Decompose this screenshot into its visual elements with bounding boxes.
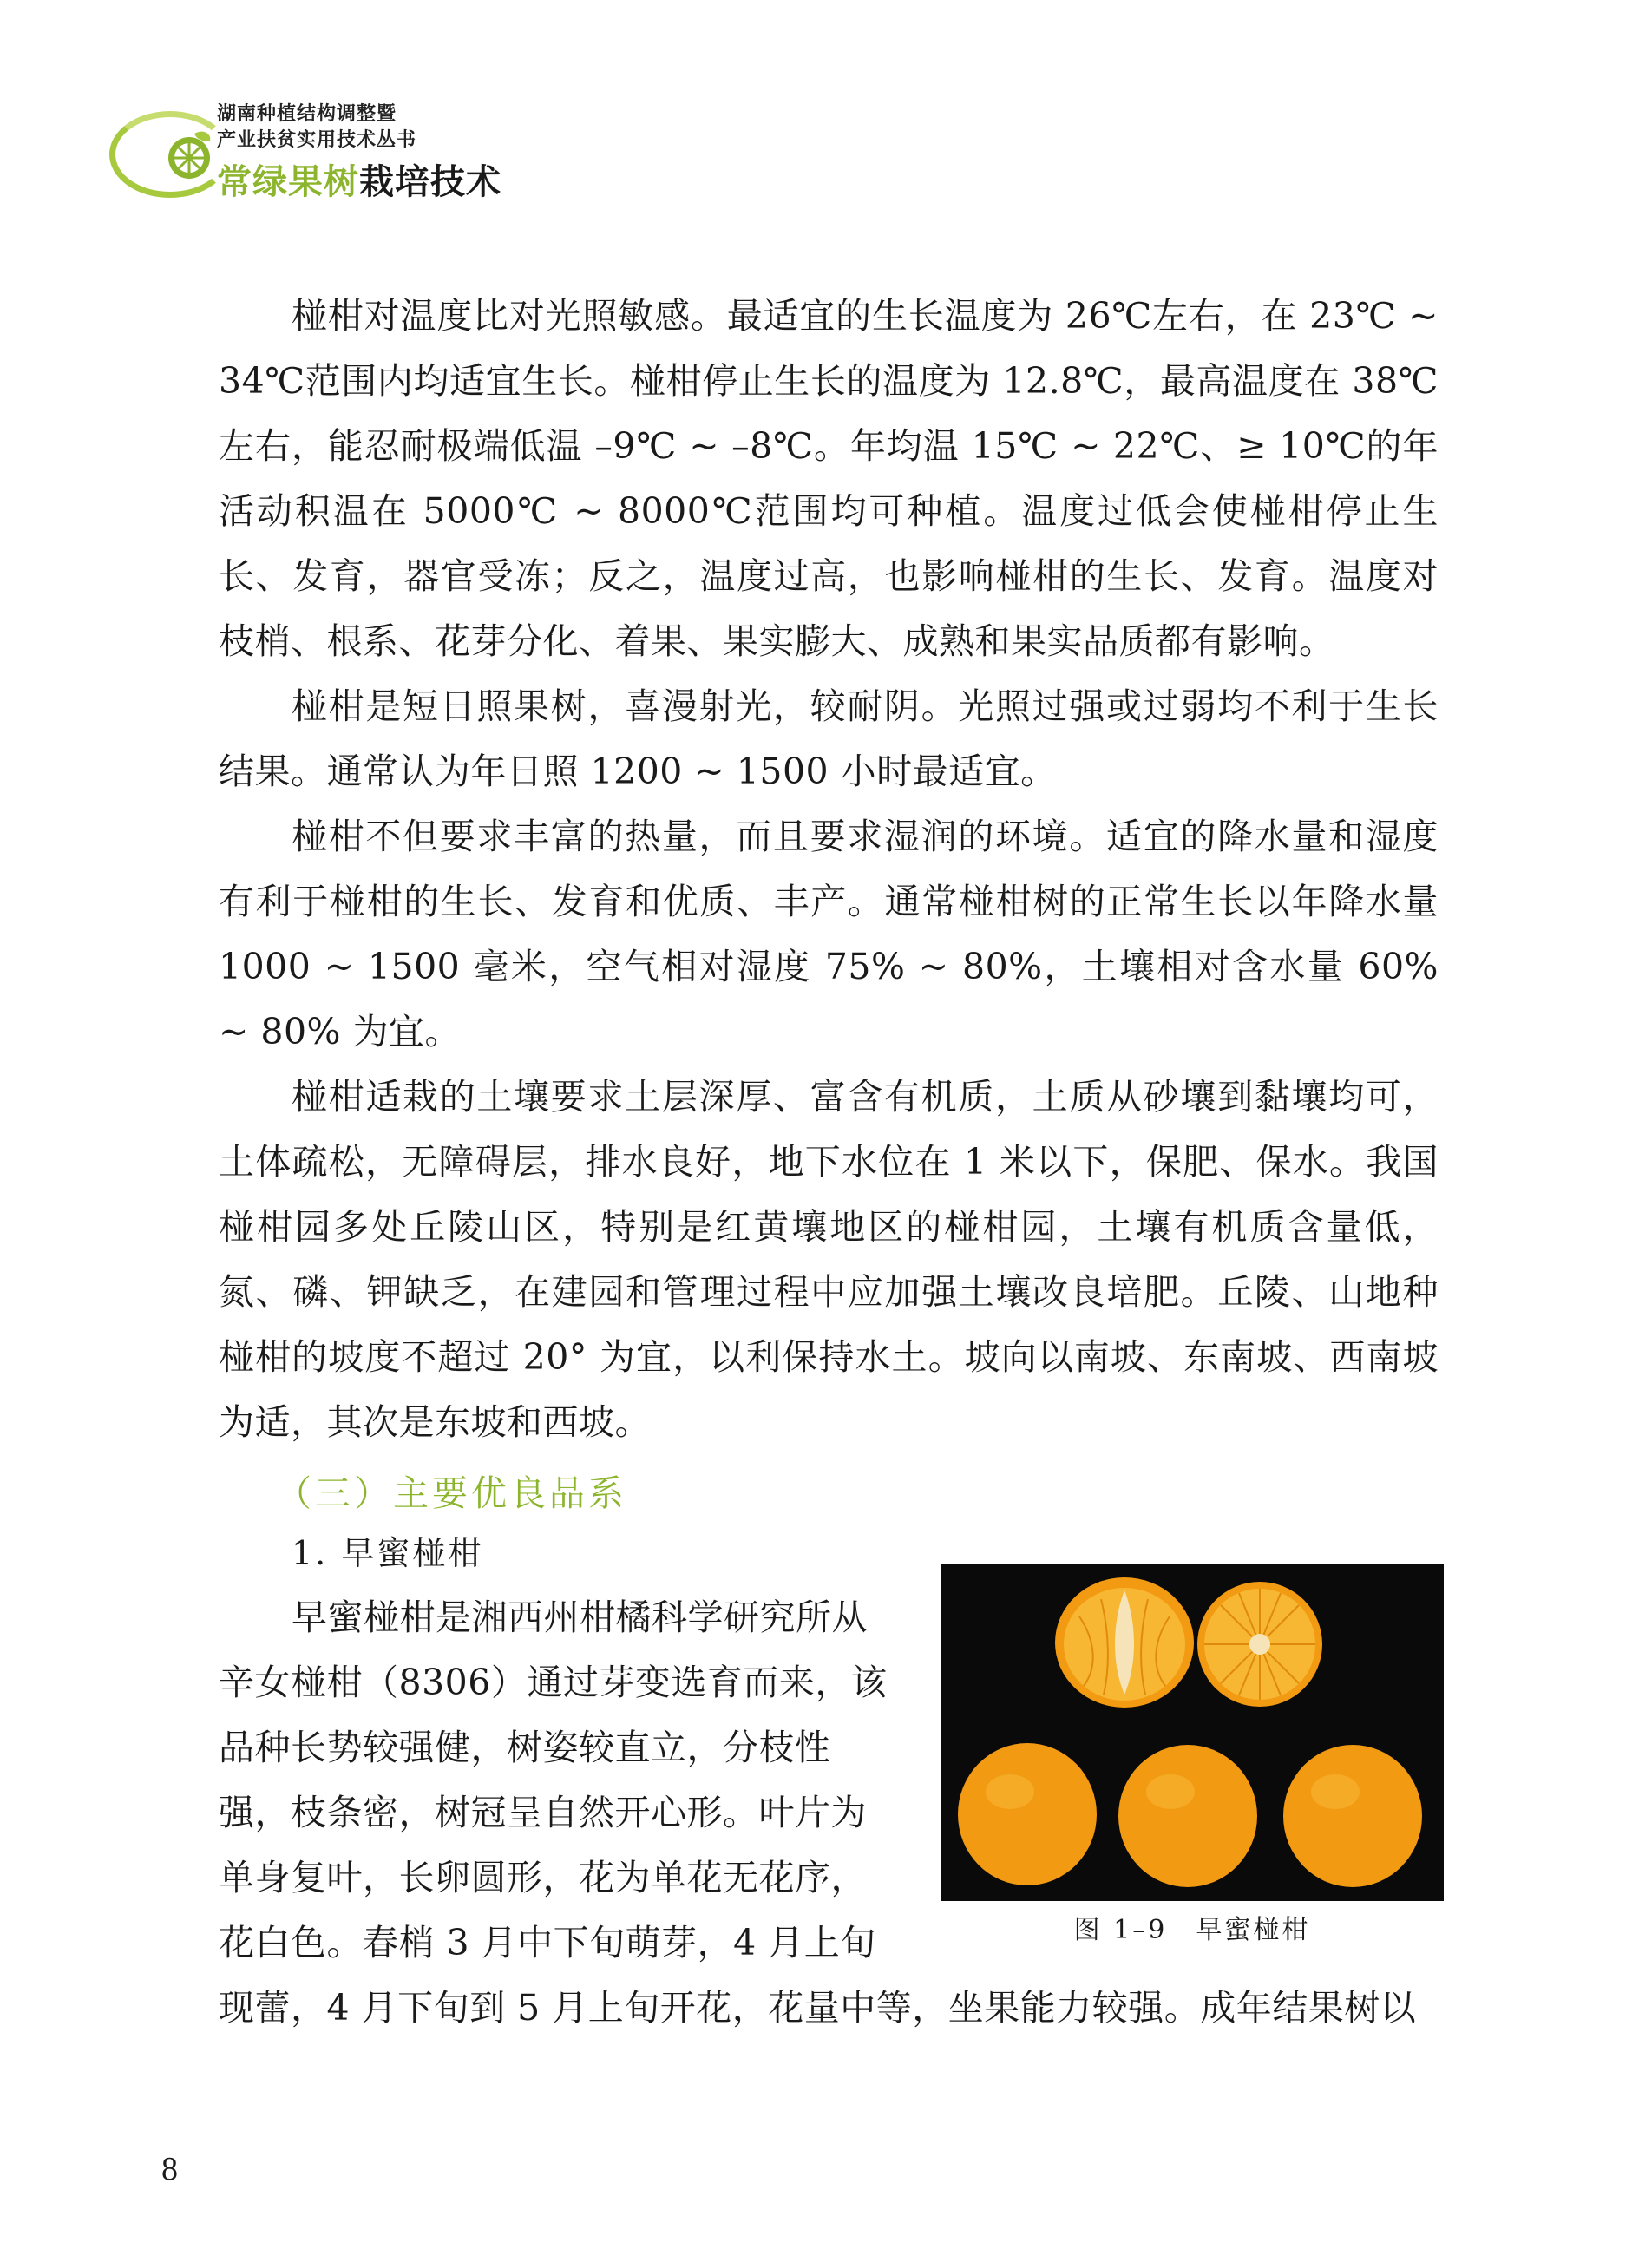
book-title-green: 常绿果树 xyxy=(217,162,359,202)
series-title-line1: 湖南种植结构调整暨 xyxy=(217,103,397,125)
variety-subheading: 1. 早蜜椪柑 xyxy=(292,1534,484,1572)
figure-zaomi-ponkan xyxy=(941,1564,1444,1901)
page-number: 8 xyxy=(161,2151,178,2187)
paragraph-soil: 椪柑适栽的土壤要求土层深厚、富含有机质，土质从砂壤到黏壤均可，土体疏松，无障碍层，排水良好，地下水位在 1 米以下，保肥、保水。我国椪柑园多处丘陵山区，特别是红黄壤地区的椪柑园，土壤有机质含量低，氮、磷、钾缺乏，在建园和管理过程中应加强土壤改良培肥。丘陵、山地种椪柑的坡度不超过 20° 为宜，以利保持水土。坡向以南坡、东南坡、西南坡为适，其次是东坡和西坡。 xyxy=(219,1076,1439,1443)
fruit-cut-cross-section xyxy=(1197,1582,1322,1707)
variety-line-2: 辛女椪柑（8306）通过芽变选育而来，该 xyxy=(219,1662,888,1703)
variety-line-7: 现蕾，4 月下旬到 5 月上旬开花，花量中等，坐果能力较强。成年结果树以 xyxy=(219,1987,1417,2029)
citrus-logo-icon xyxy=(163,128,217,182)
paragraph-moisture: 椪柑不但要求丰富的热量，而且要求湿润的环境。适宜的降水量和湿度有利于椪柑的生长、发育和优质、丰产。通常椪柑树的正常生长以年降水量 1000 ~ 1500 毫米，空气相对湿度 75% ~ 80%，土壤相对含水量 60% ~ 80% 为宜。 xyxy=(219,816,1439,1052)
figure-caption: 图 1–9 早蜜椪柑 xyxy=(1073,1915,1311,1945)
citrus-photo-image xyxy=(941,1564,1444,1901)
variety-line-4: 强，枝条密，树冠呈自然开心形。叶片为 xyxy=(219,1792,867,1833)
paragraph-light: 椪柑是短日照果树，喜漫射光，较耐阴。光照过强或过弱均不利于生长结果。通常认为年日照 1200 ~ 1500 小时最适宜。 xyxy=(219,685,1439,792)
book-title xyxy=(217,154,502,204)
variety-line-3: 品种长势较强健，树姿较直立，分枝性 xyxy=(219,1727,831,1768)
variety-paragraph xyxy=(219,1585,904,1976)
body-text xyxy=(219,284,1439,1455)
fruit-whole-right xyxy=(1283,1745,1422,1887)
series-header xyxy=(102,94,588,207)
series-title-line2: 产业扶贫实用技术丛书 xyxy=(217,129,417,151)
variety-paragraph-tail xyxy=(219,1976,1439,2041)
fruit-cut-longitudinal xyxy=(1055,1577,1194,1708)
variety-line-5: 单身复叶，长卵圆形，花为单花无花序， xyxy=(219,1857,867,1898)
variety-line-1: 早蜜椪柑是湘西州柑橘科学研究所从 xyxy=(292,1597,868,1638)
fruit-whole-left xyxy=(958,1743,1097,1885)
paragraph-temperature: 椪柑对温度比对光照敏感。最适宜的生长温度为 26℃左右，在 23℃ ~ 34℃范围内均适宜生长。椪柑停止生长的温度为 12.8℃，最高温度在 38℃左右，能忍耐极端低温 –9℃ ~ –8℃。年均温 15℃ ~ 22℃、≥ 10℃的年活动积温在 5000℃ ~ 8000℃范围均可种植。温度过低会使椪柑停止生长、发育，器官受冻；反之，温度过高，也影响椪柑的生长、发育。温度对枝梢、根系、花芽分化、着果、果实膨大、成熟和果实品质都有影响。 xyxy=(219,295,1439,662)
section-heading: （三）主要优良品系 xyxy=(276,1472,627,1514)
variety-line-6: 花白色。春梢 3 月中下旬萌芽，4 月上旬 xyxy=(219,1922,876,1964)
fruit-whole-middle xyxy=(1118,1745,1257,1887)
book-title-dark: 栽培技术 xyxy=(359,162,502,202)
